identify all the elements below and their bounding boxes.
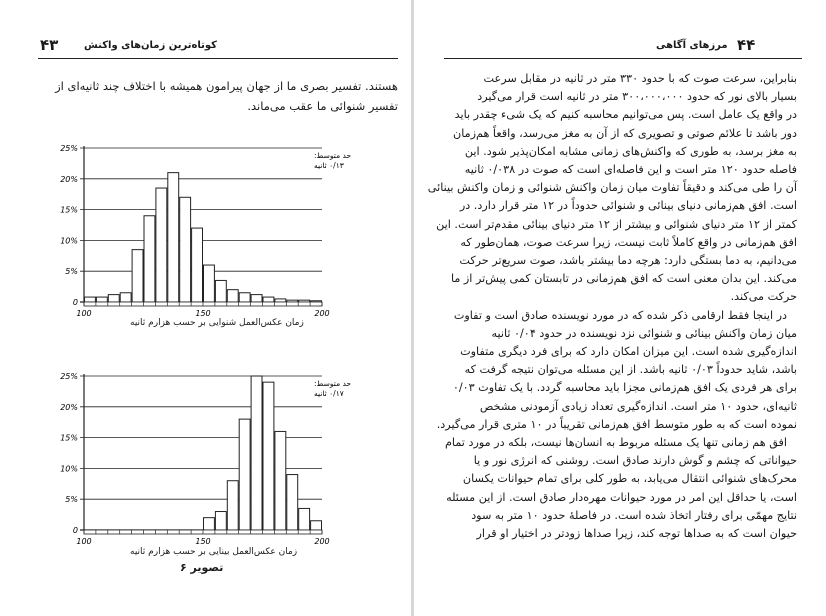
y-tick-label: 10%	[60, 464, 78, 474]
text-line: حیواناتی که چشم و گوش دارند صادق است. روشنی که انرژی نور و یا	[473, 454, 797, 468]
histogram-bar	[85, 297, 96, 302]
text-line: می‌کند. این بدان معنی است که افق هم‌زمانی در تابستان کمی پیش‌تر از ما	[450, 272, 797, 286]
mean-annotation: ۰/۱۳ ثانیه	[314, 161, 344, 170]
histogram-bar	[263, 297, 274, 302]
y-tick-label: 20%	[60, 402, 78, 412]
page-number: ۴۴	[737, 36, 756, 54]
running-title: مرزهای آگاهی	[656, 40, 728, 51]
text-line: می‌دانیم، به دما بستگی دارد: هرچه دما بیشتر باشد، صوت سریع‌تر حرکت	[459, 254, 797, 268]
text-line: محرک‌های شنوائی انتقال می‌یابد، به طور کلی برای تمام حیوانات یکسان	[462, 472, 797, 486]
y-tick-label: 25%	[60, 372, 78, 381]
histogram-bar	[132, 250, 143, 302]
mean-annotation: ۰/۱۷ ثانیه	[314, 389, 344, 398]
text-line: ثانیه‌ای، حدود ۱۰ متر است. اندازه‌گیری تعداد زیادی آزمودنی مشخص	[479, 399, 797, 413]
text-line: به مغز برسد، به طوری که واکنش‌های زمانی مشابه امکان‌پذیر شود. این	[464, 144, 797, 158]
header-rule	[38, 58, 398, 59]
text-line: است. افق هم‌زمانی دنیای بینائی و شنوائی حدوداً در ۱۲ متر قرار دارد. در	[459, 199, 797, 213]
histogram-bar	[215, 512, 226, 530]
histogram-bar	[251, 295, 262, 302]
text-line: در واقع یک عامل است. پس می‌توانیم محاسبه کنیم که یک شیء چقدر باید	[454, 108, 797, 122]
histogram-bar	[156, 188, 167, 302]
x-tick-label: 100	[76, 309, 92, 318]
histogram-bar	[275, 299, 286, 302]
histogram-bar	[108, 295, 119, 302]
x-tick-label: 200	[314, 537, 330, 546]
text-line: باشد، شاید حدوداً ۰/۰۳ ثانیه باشد. از این مسئله می‌توان نتیجه گرفت که	[464, 363, 797, 377]
x-axis-label: زمان عکس‌العمل شنوایی بر حسب هزارم ثانیه	[130, 318, 304, 328]
auditory-histogram	[40, 140, 352, 330]
histogram-bar	[180, 197, 191, 302]
x-tick-label: 100	[76, 537, 92, 546]
text-line: فاصله حدود ۱۲۰ متر است و این فاصله‌ای است که صوت در ۰/۰۳۸ ثانیه	[464, 163, 797, 177]
text-line: میان زمان واکنش بینائی و شنوائی نزد نویسنده در حدود ۰/۰۴ ثانیه	[491, 326, 797, 340]
histogram-bar	[287, 475, 298, 530]
text-line: هستند. تفسیر بصری ما از جهان پیرامون همیشه با اختلاف چند ثانیه‌ای از	[55, 79, 398, 93]
histogram-bar	[275, 431, 286, 530]
text-line: بنابراین، سرعت صوت که با حدود ۳۳۰ متر در ثانیه در مقابل سرعت	[483, 72, 797, 85]
histogram-bar	[144, 216, 155, 302]
histogram-bar	[96, 297, 107, 302]
y-tick-label: 20%	[60, 174, 78, 184]
x-axis-label: زمان عکس‌العمل بینایی بر حسب هزارم ثانیه	[130, 547, 298, 557]
histogram-bar	[251, 376, 262, 530]
header-rule	[444, 58, 802, 59]
running-title: کوتاه‌ترین زمان‌های واکنش	[84, 40, 217, 51]
x-tick-label: 200	[314, 309, 330, 318]
y-tick-label: 25%	[60, 144, 78, 153]
text-line: دور باشد تا علائم صوتی و تصویری که از آن به مغز می‌رسد، واقعاً هم‌زمان	[453, 126, 797, 140]
x-tick-label: 150	[195, 309, 211, 318]
y-tick-label: 15%	[60, 205, 78, 215]
visual-histogram	[40, 368, 352, 558]
x-tick-label: 150	[195, 537, 211, 546]
text-line: برای هر فردی یک افق هم‌زمانی مجزا باید محاسبه گردد. با یک تفاوت ۰/۰۳	[452, 381, 797, 395]
y-tick-label: 5%	[65, 267, 78, 277]
text-line: است، یا حداقل این امر در مورد حیوانات مهره‌دار صادق است. از این مسئله	[446, 490, 797, 504]
right-page	[414, 0, 826, 616]
histogram-bar	[263, 382, 274, 530]
histogram-bar	[192, 228, 203, 302]
mean-annotation: حد متوسط:	[314, 379, 352, 388]
histogram-bar	[299, 508, 310, 530]
figure-label: تصویر ۶	[180, 561, 224, 574]
histogram-bar	[227, 481, 238, 530]
y-tick-label: 10%	[60, 236, 78, 246]
y-tick-label: 0	[72, 298, 78, 307]
histogram-bar	[215, 280, 226, 302]
histogram-bar	[239, 293, 250, 302]
histogram-bar	[311, 521, 322, 530]
text-line: حیوان است که به صداها توجه کند، زیرا صداها زودتر در اختیار او قرار	[476, 527, 797, 541]
mean-annotation: حد متوسط:	[314, 151, 352, 160]
left-page	[0, 0, 412, 616]
y-tick-label: 15%	[60, 433, 78, 443]
body-text	[427, 70, 797, 543]
y-tick-label: 0	[72, 526, 78, 535]
text-line: حرکت می‌کند.	[730, 290, 797, 304]
histogram-bar	[227, 290, 238, 302]
y-tick-label: 5%	[65, 495, 78, 505]
text-line: افق هم‌زمانی در واقع کاملاً ثابت نیست، زیرا سرعت صوت، همان‌طور که	[460, 235, 797, 249]
histogram-bar	[204, 265, 215, 302]
text-line: بسیار بالای نور که حدود ۳۰۰،۰۰۰،۰۰۰ متر در ثانیه است قرار می‌گیرد	[477, 90, 797, 104]
page-number: ۴۳	[40, 36, 59, 54]
text-line: تفسیر شنوائی ما عقب می‌ماند.	[247, 99, 398, 113]
histogram-bar	[120, 293, 131, 302]
histogram-bar	[239, 419, 250, 530]
text-line: نتایج مهمّی برای رفتار اتخاذ شده است. در فاصلهٔ حدود ۱۰ متر به سود	[471, 508, 797, 522]
text-line: کمتر از ۱۲ متر دنیای شنوائی و بیشتر از ۱۲ متر دنیای بینائی مقدم‌تر است. این	[436, 217, 797, 231]
text-line: در اینجا فقط ارقامی ذکر شده که در مورد نویسنده صادق است و تفاوت	[453, 308, 787, 322]
text-line: آن را طی می‌کند و دقیقاً تفاوت میان زمان واکنش شنوائی و زمان واکنش بینائی	[427, 181, 797, 195]
histogram-bar	[204, 518, 215, 530]
text-line: اندازه‌گیری شده است. این میزان امکان دارد که برای فرد دیگری متفاوت	[460, 345, 797, 359]
histogram-bar	[168, 173, 179, 302]
text-line: افق هم زمانی تنها یک مسئله مربوط به انسان‌ها نیست، بلکه در مورد تمام	[444, 436, 787, 450]
intro-paragraph	[40, 76, 398, 116]
text-line: نموده است که به طور متوسط افق هم‌زمانی تقریباً در ۱۰ متری قرار می‌گیرد.	[436, 417, 797, 431]
